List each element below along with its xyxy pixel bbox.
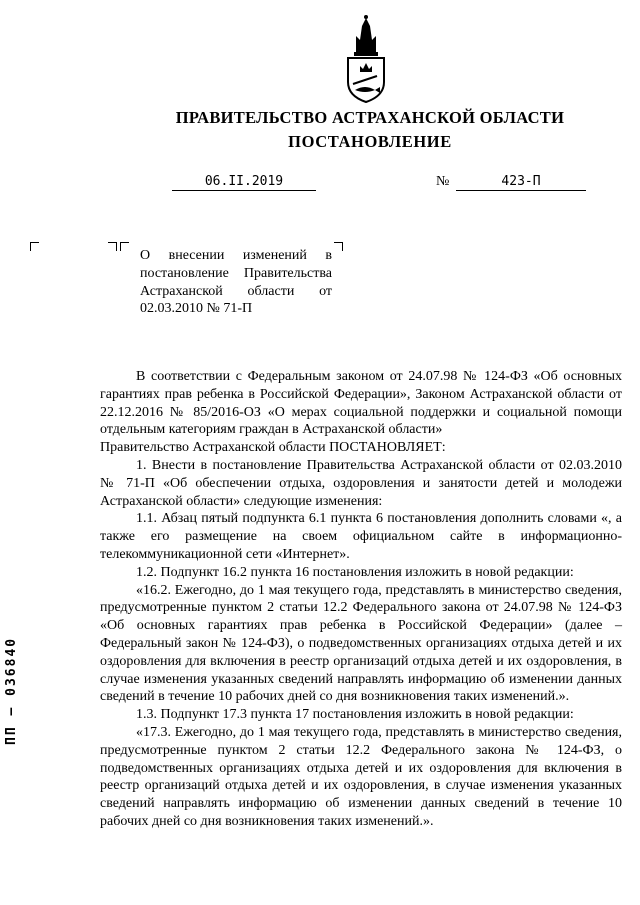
organization-title: ПРАВИТЕЛЬСТВО АСТРАХАНСКОЙ ОБЛАСТИ: [175, 108, 565, 127]
corner-mark-right: [334, 242, 343, 251]
preamble-paragraph: В соответствии с Федеральным законом от 24.07.98 № 124-ФЗ «Об основных гарантиях прав ребенка в Российской Федерации», Законом Астраханской области от 22.12.2016 № 85/2016-ОЗ «О мерах социальной поддержки и социальной помощи отдельным категориям граждан в Астраханской области»: [100, 369, 622, 438]
document-type: ПОСТАНОВЛЕНИЕ: [288, 132, 452, 151]
document-number: 423-П: [456, 174, 586, 191]
document-subject: О внесении изменений в постановление Правительства Астраханской области от 02.03.2010 № 71-П: [140, 248, 332, 317]
document-date: 06.II.2019: [172, 174, 316, 191]
quoted-paragraph-17-3: «17.3. Ежегодно, до 1 мая текущего года, представлять в министерство сведения, предусмотренные пунктом 2 статьи 12.2 Федерального закона № 124-ФЗ, о подведомственных организациях отдыха детей и их оздоровления для включения в реестр организаций отдыха детей и их оздоровления, в случае изменения указанных сведений направлять информацию об изменении данных сведений в течение 10 рабочих дней со дня возникновения таких изменений.».: [100, 724, 622, 829]
quoted-paragraph-16-2: «16.2. Ежегодно, до 1 мая текущего года, представлять в министерство сведения, предусмотренные пунктом 2 статьи 12.2 Федерального закона от 24.07.98 № 124-ФЗ «Об основных гарантиях прав ребенка в Российской Федерации» (далее – Федеральный закон № 124-ФЗ), о подведомственных организациях отдыха детей и их оздоровления для включения в реестр организаций отдыха детей и их оздоровления, в случае изменения указанных сведений направлять информацию об изменении данных сведений в течение 10 рабочих дней со дня возникновения таких изменений.».: [100, 582, 622, 705]
form-serial-code: ПП – 036840: [4, 636, 19, 745]
paragraph-1: 1. Внести в постановление Правительства Астраханской области от 02.03.2010 № 71-П «Об обеспечении отдыха, оздоровления и занятости детей и молодежи Астраханской области» следующие изменения:: [100, 457, 622, 509]
paragraph-1-3: 1.3. Подпункт 17.3 пункта 17 постановления изложить в новой редакции:: [136, 707, 574, 723]
paragraph-1-2: 1.2. Подпункт 16.2 пункта 16 постановления изложить в новой редакции:: [136, 564, 574, 580]
document-body: [100, 368, 622, 831]
decree-line: Правительство Астраханской области ПОСТАНОВЛЯЕТ:: [100, 440, 446, 456]
paragraph-1-1: 1.1. Абзац пятый подпункта 6.1 пункта 6 постановления дополнить словами «, а также его размещение на своем официальном сайте в информационно-телекоммуникационной сети «Интернет».: [100, 511, 622, 562]
number-sign: №: [436, 174, 450, 189]
corner-mark-mid-left: [120, 242, 129, 251]
corner-mark-mid-right: [108, 242, 117, 251]
astrakhan-coat-of-arms-icon: [343, 14, 389, 104]
corner-mark-left: [30, 242, 39, 251]
